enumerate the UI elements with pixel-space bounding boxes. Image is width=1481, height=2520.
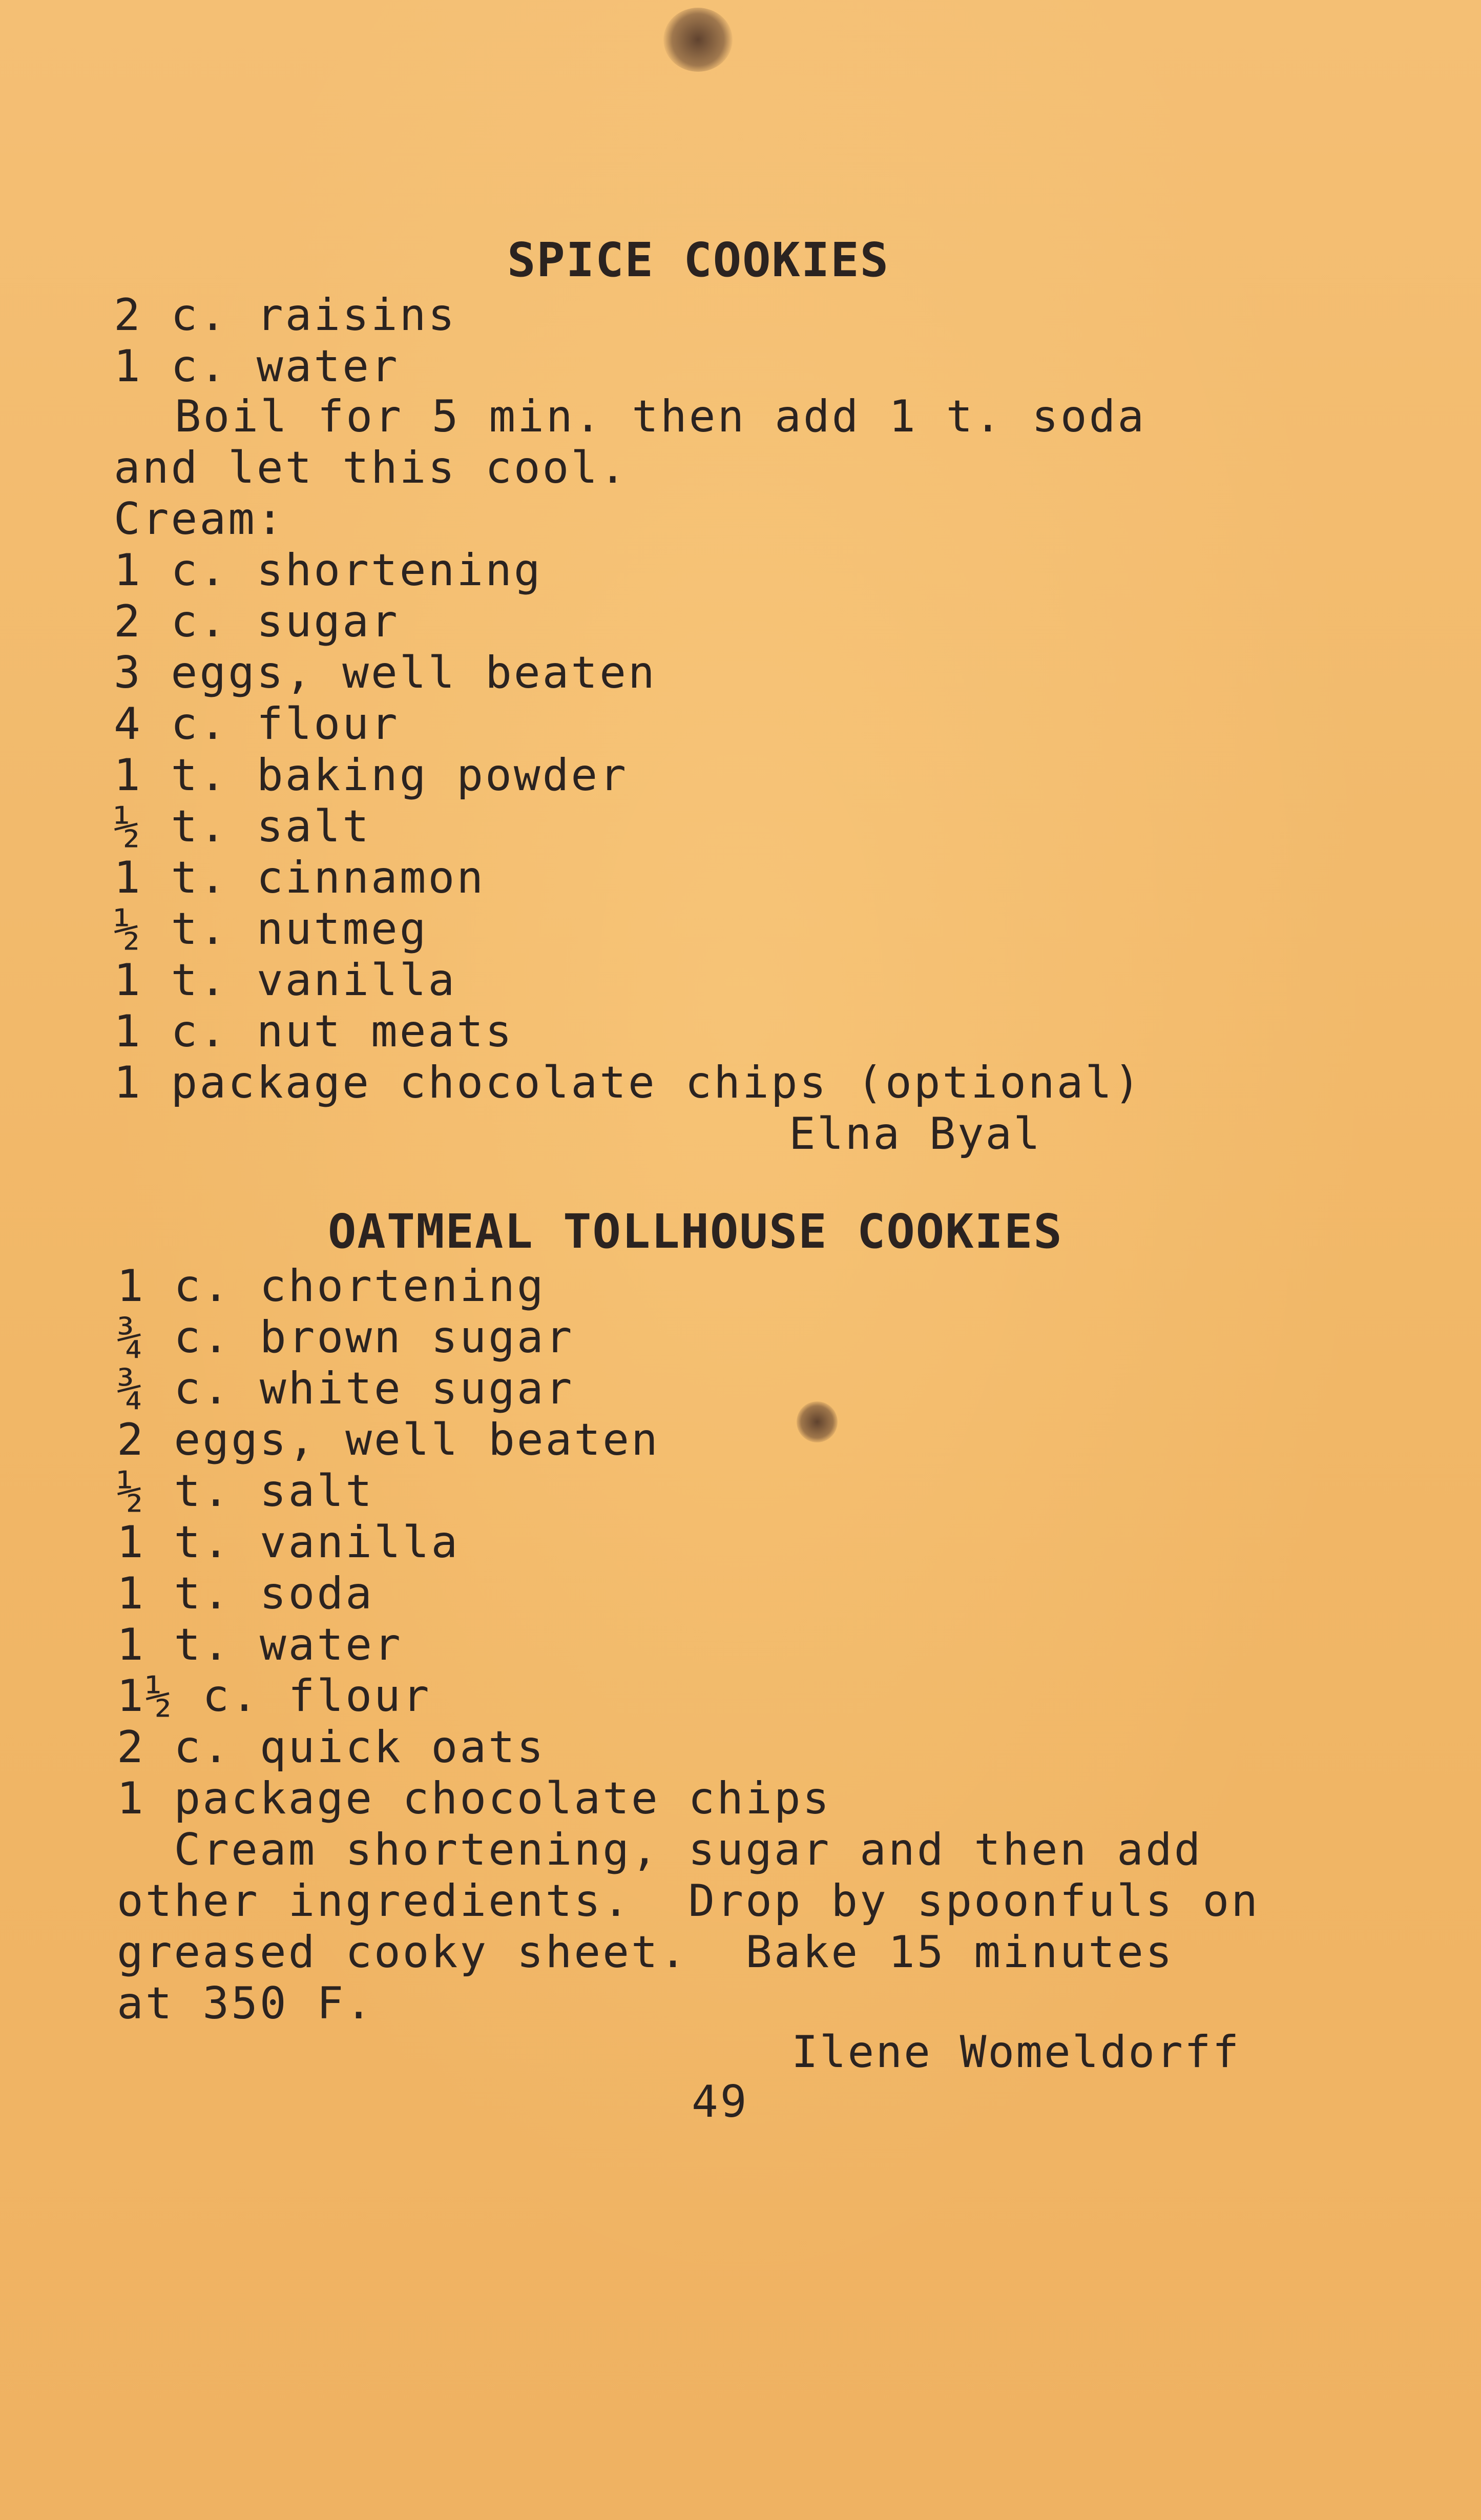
oatmeal-line-10: 2 c. quick oats: [117, 1722, 546, 1773]
spice-line-4: and let this cool.: [114, 442, 628, 493]
spice-recipe-author: Elna Byal: [789, 1108, 1041, 1160]
oatmeal-line-4: 2 eggs, well beaten: [117, 1414, 660, 1465]
spice-line-2: 1 c. water: [114, 341, 400, 392]
spice-line-15: 1 c. nut meats: [114, 1006, 514, 1057]
oatmeal-recipe-author: Ilene Womeldorff: [791, 2027, 1241, 2078]
oatmeal-line-15: at 350 F.: [117, 1978, 374, 2029]
oatmeal-line-6: 1 t. vanilla: [117, 1517, 460, 1568]
spice-line-10: 1 t. baking powder: [114, 750, 628, 801]
spice-line-9: 4 c. flour: [114, 698, 400, 750]
spice-line-5: Cream:: [114, 493, 285, 545]
oatmeal-line-11: 1 package chocolate chips: [117, 1773, 831, 1824]
stain-spot-top: [663, 8, 733, 72]
spice-line-3: Boil for 5 min. then add 1 t. soda: [146, 391, 1146, 442]
spice-line-12: 1 t. cinnamon: [114, 852, 486, 903]
oatmeal-line-14: greased cooky sheet. Bake 15 minutes: [117, 1927, 1174, 1978]
oatmeal-line-7: 1 t. soda: [117, 1568, 374, 1619]
spice-line-14: 1 t. vanilla: [114, 955, 457, 1006]
stain-spot-middle: [797, 1401, 838, 1442]
spice-line-8: 3 eggs, well beaten: [114, 647, 657, 698]
oatmeal-line-1: 1 c. chortening: [117, 1261, 546, 1312]
spice-line-6: 1 c. shortening: [114, 545, 543, 596]
page-number: 49: [692, 2076, 749, 2127]
oatmeal-line-12: Cream shortening, sugar and then add: [117, 1824, 1203, 1875]
spice-line-7: 2 c. sugar: [114, 596, 400, 647]
recipe-title-spice-cookies: SPICE COOKIES: [507, 233, 890, 287]
oatmeal-line-3: ¾ c. white sugar: [117, 1363, 574, 1414]
spice-line-13: ½ t. nutmeg: [114, 903, 428, 955]
spice-line-11: ½ t. salt: [114, 801, 371, 852]
oatmeal-line-13: other ingredients. Drop by spoonfuls on: [117, 1875, 1260, 1927]
spice-line-16: 1 package chocolate chips (optional): [114, 1057, 1142, 1108]
oatmeal-line-9: 1½ c. flour: [117, 1670, 431, 1722]
oatmeal-line-5: ½ t. salt: [117, 1465, 374, 1517]
oatmeal-line-8: 1 t. water: [117, 1619, 403, 1670]
recipe-title-oatmeal-tollhouse-cookies: OATMEAL TOLLHOUSE COOKIES: [328, 1204, 1063, 1259]
oatmeal-line-2: ¾ c. brown sugar: [117, 1312, 574, 1363]
spice-line-1: 2 c. raisins: [114, 290, 457, 341]
